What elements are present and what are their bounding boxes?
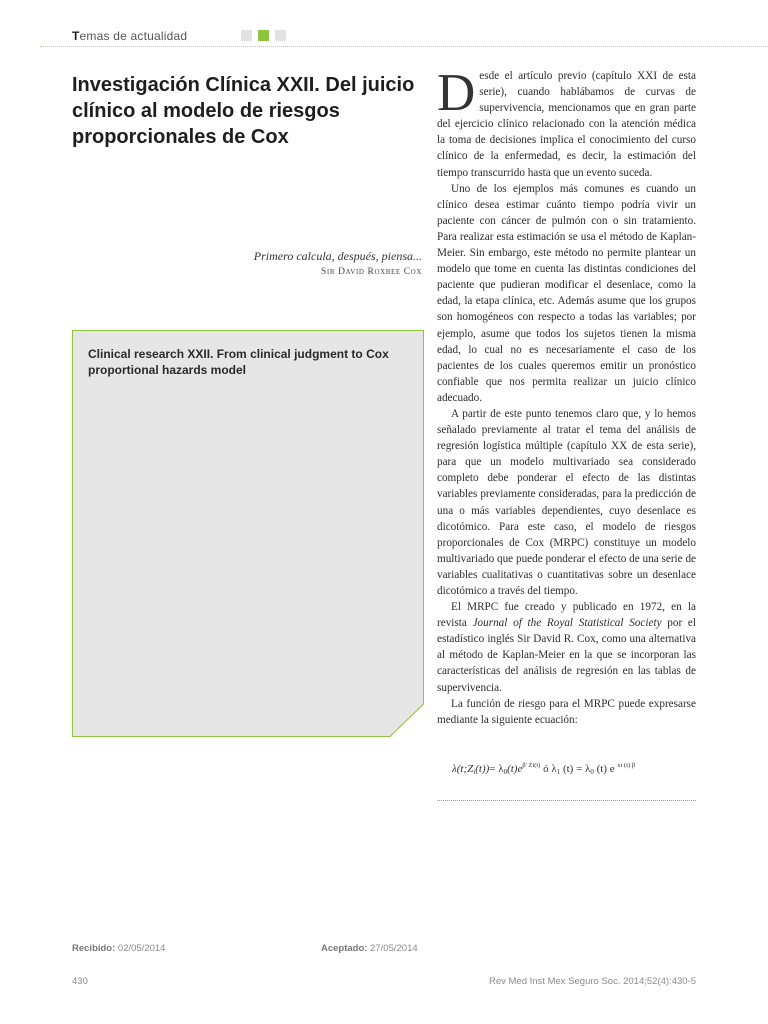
drop-cap: D [437, 64, 476, 122]
page-number: 430 [72, 976, 88, 987]
journal-name: Journal of the Royal Statistical Society [472, 617, 662, 630]
eq-lhs-sub: i [473, 768, 476, 776]
abstract-box [72, 330, 424, 737]
epigraph-author: Sir David Roxbee Cox [321, 267, 422, 277]
journal-citation: Rev Med Inst Mex Seguro Soc. 2014;52(4):430-5 [488, 976, 696, 987]
section-label-initial: T [72, 29, 80, 43]
eq-exponent-1: β' Zi(t) [522, 762, 541, 769]
eq-equals-lambda: = λ [489, 763, 504, 775]
received-date [72, 943, 165, 954]
equation-divider [437, 800, 696, 801]
accepted-date [321, 943, 418, 954]
eq-or-sub: 1 [556, 768, 561, 776]
body-paragraph [437, 599, 696, 696]
body-paragraph: Uno de los ejemplos más comunes es cuando un clínico desea estimar cuánto tiempo podría vivir un paciente con cáncer de pulmón con o sin tratamiento. Para realizar esta estimación se usa el método de Kaplan-Meier. Sin embargo, este método no permite plantear un modelo que tome en cuenta las distintas condiciones del paciente que pudieran modificar el desenlace, como la edad, la etapa clínica, etc. Además asume que los grupos son homogéneos con respecto a todas las variables; por ejemplo, asume que todos los sujetos tienen la misma edad, lo cual no es necesariamente el caso de los pacientes de los cuales queremos emitir un pronóstico confiable que nos permita realizar un juicio clínico adecuado. [437, 182, 696, 404]
eq-or: ó λ [540, 763, 557, 775]
received-label: Recibido: [72, 943, 116, 954]
body-paragraph [437, 64, 696, 181]
eq-lhs-close: (t)) [475, 763, 490, 775]
article-body [437, 64, 696, 728]
header-divider [40, 46, 768, 47]
body-paragraph: A partir de este punto tenemos claro que, y lo hemos señalado previamente al tratar el tema del análisis de regresión logística múltiple (capítulo XX de esta serie), para que un modelo multivariado sea considerado completo debe ponderar el efecto de las distintas variables previamente consideradas, para la predicción de una o más variables dependientes, cuyo desenlace es dicotómico. Para este caso, el modelo de riesgos proporcionales de Cox (MRPC) constituye un modelo multivariado que puede ponderar el efecto de una serie de variables cualitativas o cuantitativas sobre un desenlace dicotómico a través del tiempo. [437, 407, 696, 597]
received-value: 02/05/2014 [117, 943, 166, 954]
paragraph-4-intro: El MRPC fue creado y publicado en 1972, en la revista [437, 601, 696, 630]
body-paragraph: La función de riesgo para el MRPC puede expresarse mediante la siguiente ecuación: [437, 697, 696, 726]
eq-lambda-sub: 0 [503, 768, 508, 776]
accepted-label: Aceptado: [321, 943, 368, 954]
paragraph-4-rest: por el estadístico inglés Sir David R. Cox, como una alternativa al método de Kaplan-Meier en la que se incorporan las características del análisis de regresión en las tablas de supervivencia. [437, 617, 696, 694]
abstract-english-title: Clinical research XXII. From clinical judgment to Cox proportional hazards model [88, 347, 389, 377]
section-label-rest: emas de actualidad [79, 29, 188, 43]
eq-rhs-sub: 0 [590, 768, 594, 776]
epigraph-quote: Primero calcula, después, piensa... [253, 249, 422, 263]
paragraph-1-text: esde el artículo previo (capítulo XXI de esta serie), cuando hablábamos de curvas de supervivencia, mencionamos que en gran parte del ejercicio clínico relacionado con la atención médica la toma de decisiones implica el conocimiento del curso clínico de la enfermedad, es decir, la estimación del tiempo transcurrido hasta que un evento suceda. [437, 70, 696, 179]
eq-or-rest: (t) = λ [560, 763, 591, 775]
decorative-square-accent [258, 30, 269, 41]
eq-rhs-rest: (t) e [593, 763, 618, 775]
decorative-square-3 [275, 30, 286, 41]
decorative-square-1 [241, 30, 252, 41]
section-label [72, 29, 187, 43]
eq-baseline: (t)e [507, 763, 523, 775]
accepted-value: 27/05/2014 [370, 943, 418, 954]
article-title: Investigación Clínica XXII. Del juicio clínico al modelo de riesgos proporcionales de Cox [72, 74, 415, 148]
eq-exponent-2: xi (t) β [617, 762, 636, 769]
eq-lhs: λ(t;Z [452, 763, 474, 775]
cox-equation [452, 762, 635, 776]
